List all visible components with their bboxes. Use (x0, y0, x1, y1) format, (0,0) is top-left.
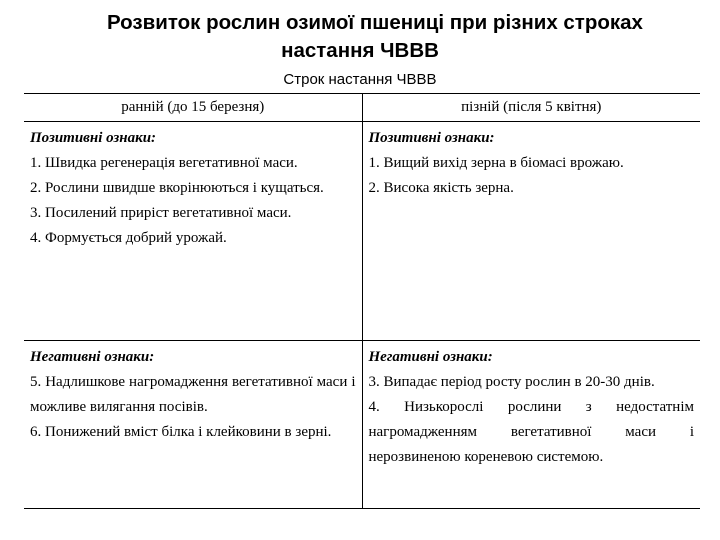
cell-heading: Позитивні ознаки: (30, 130, 157, 146)
cell-late-positive (362, 122, 700, 341)
table-row-negative (24, 341, 700, 509)
table-row-positive (24, 122, 700, 341)
list-item: 4. Формується добрий урожай. (30, 230, 227, 246)
list-item: 1. Швидка регенерація вегетативної маси. (30, 155, 298, 171)
cell-heading: Негативні ознаки: (368, 349, 493, 365)
list-item: 6. Понижений вміст білка і клейковини в зерні. (30, 424, 332, 440)
title-line-2: настання ЧВВВ (281, 39, 439, 62)
list-item: 4. Низькорослі рослини з недостатнім нагромадженням вегетативної маси і нерозвиненою кореневою системою. (368, 399, 694, 465)
table-caption: Строк настання ЧВВВ (283, 71, 437, 88)
list-item: 2. Рослини швидше вкорінюються і кущаться. (30, 180, 324, 196)
list-item: 3. Посилений приріст вегетативної маси. (30, 205, 292, 221)
list-item: 2. Висока якість зерна. (368, 180, 514, 196)
list-item: 1. Вищий вихід зерна в біомасі врожаю. (368, 155, 624, 171)
title-line-1: Розвиток рослин озимої пшениці при різних строках (107, 11, 643, 34)
cell-heading: Негативні ознаки: (30, 349, 155, 365)
list-item: 3. Випадає період росту рослин в 20-30 днів. (368, 374, 655, 390)
cell-early-negative (24, 341, 362, 509)
cell-late-negative (362, 341, 700, 509)
header-row (24, 94, 700, 122)
page-title (0, 9, 720, 65)
cell-early-positive (24, 122, 362, 341)
cell-heading: Позитивні ознаки: (368, 130, 495, 146)
column-header-late: пізній (після 5 квітня) (362, 94, 700, 122)
list-item: 5. Надлишкове нагромадження вегетативної маси і можливе вилягання посівів. (30, 374, 356, 415)
column-header-early: ранній (до 15 березня) (24, 94, 362, 122)
comparison-table (24, 93, 700, 509)
